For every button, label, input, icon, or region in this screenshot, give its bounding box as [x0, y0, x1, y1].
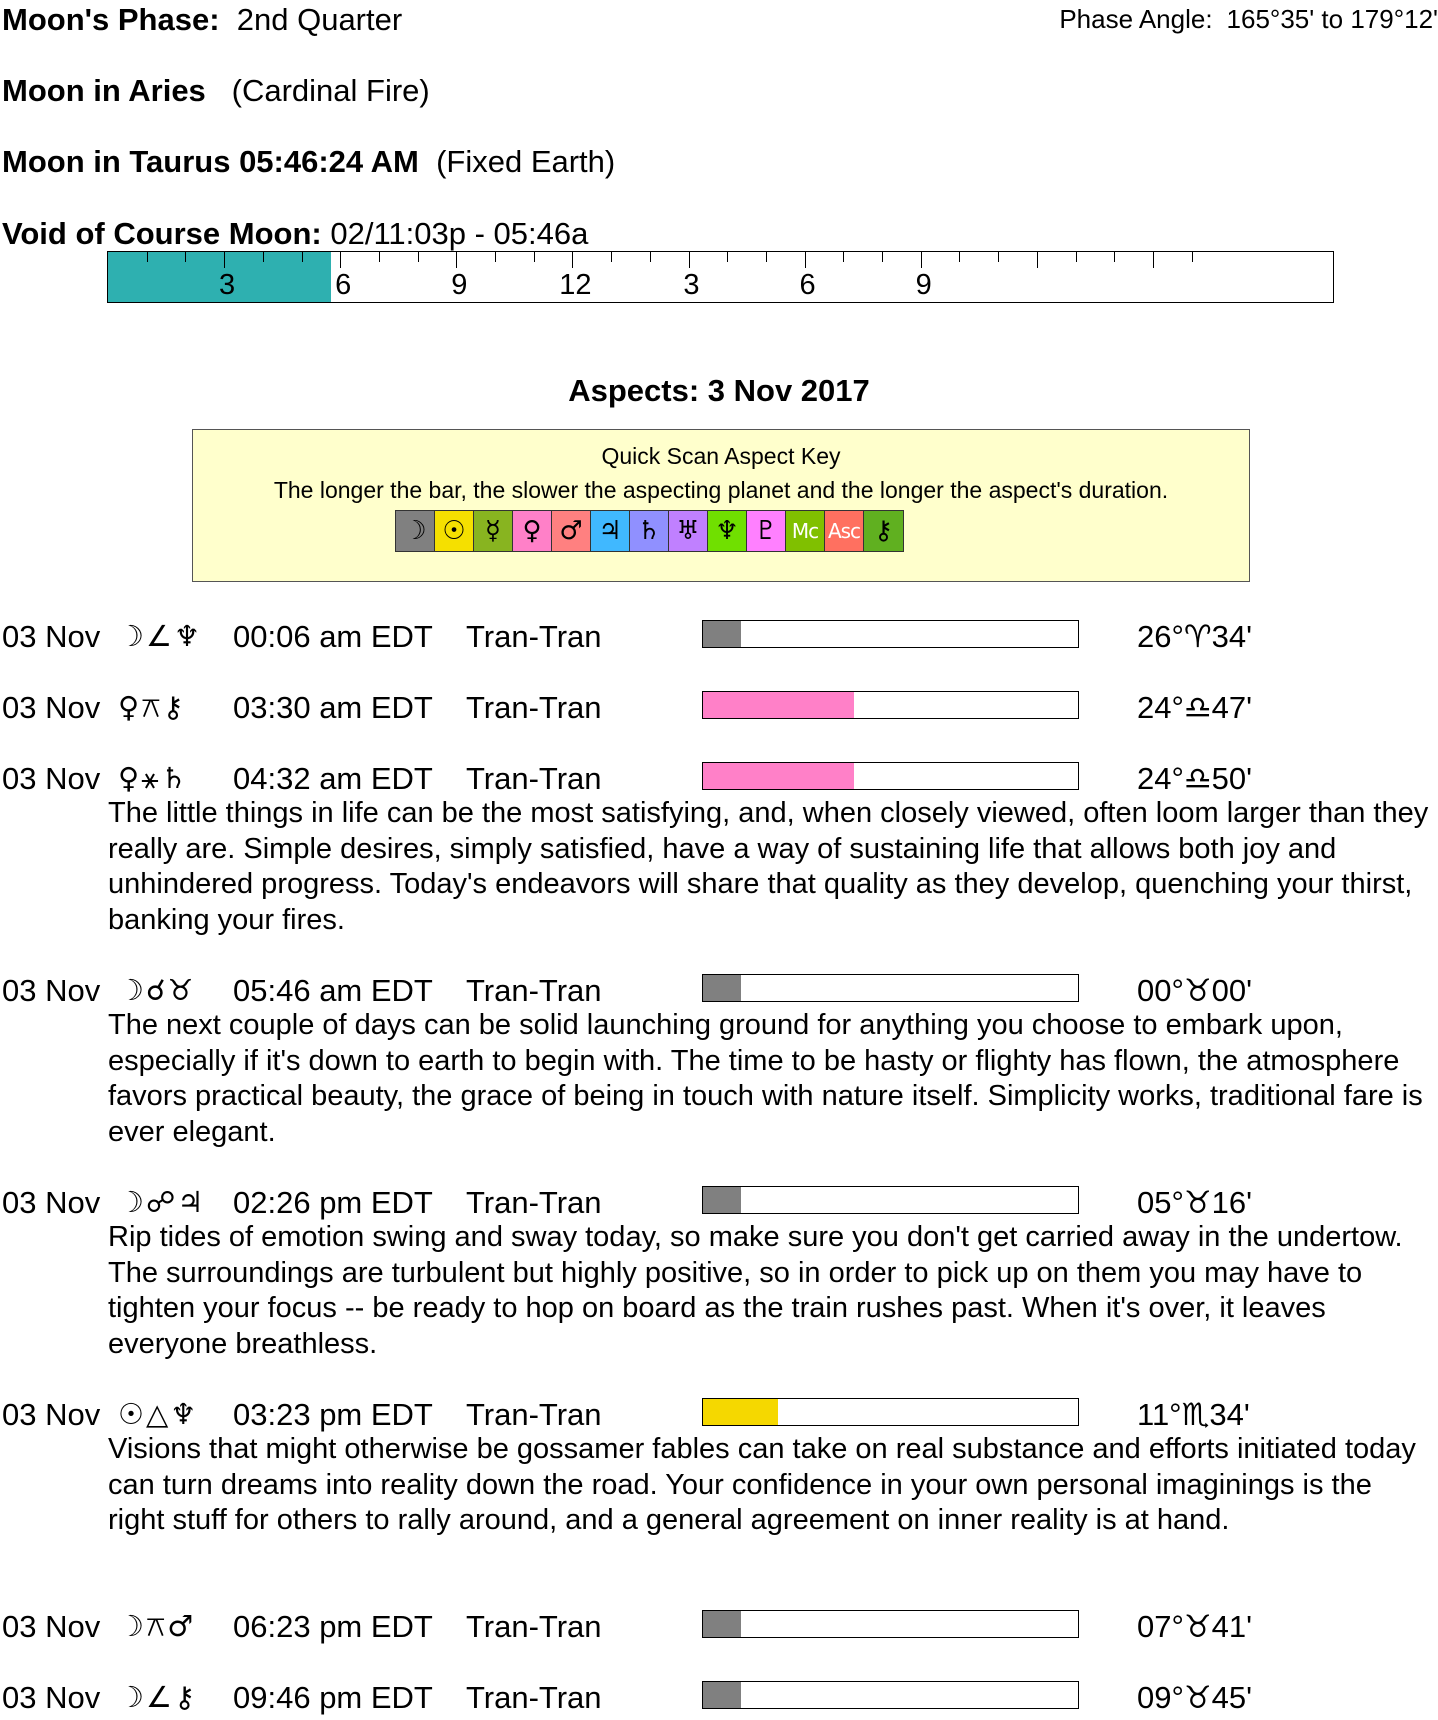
timeline-tick — [998, 252, 999, 262]
aspect-position: 24°♎50' — [1137, 761, 1253, 796]
aspect-time: 03:23 pm EDT — [233, 1397, 433, 1432]
phase-angle-label: Phase Angle: — [1059, 4, 1213, 34]
timeline-tick — [843, 252, 844, 262]
aspect-position: 05°♉16' — [1137, 1185, 1253, 1220]
moon-sign-2-value: (Fixed Earth) — [436, 144, 616, 179]
aspect-time: 05:46 am EDT — [233, 973, 433, 1008]
voc-label: Void of Course Moon: — [2, 216, 322, 251]
aspect-glyphs-icon: ♀⚹♄ — [118, 761, 189, 795]
aspect-position: 00°♉00' — [1137, 973, 1253, 1008]
timeline-hour-label: 9 — [915, 269, 932, 301]
timeline-hour-label: 6 — [335, 269, 352, 301]
aspect-kind: Tran-Tran — [466, 1397, 602, 1432]
aspect-time: 00:06 am EDT — [233, 619, 433, 654]
aspect-position: 07°♉41' — [1137, 1609, 1253, 1644]
aspect-duration-fill — [703, 975, 741, 1001]
aspect-row — [0, 761, 1438, 797]
aspect-interpretation: The next couple of days can be solid launching ground for anything you choose to embark upon, especially if it's down to earth to begin with. The time to be hasty or flighty has flown, the atmosphere favors practical beauty, the grace of being in touch with nature itself. Simplicity works, traditional fare is ever elegant. — [108, 1009, 1423, 1148]
timeline-hour-label: 9 — [451, 269, 468, 301]
timeline-tick — [340, 252, 341, 268]
timeline-tick — [418, 252, 419, 262]
aspect-glyphs-icon: ☽∠⚷ — [118, 1680, 198, 1714]
timeline-tick — [727, 252, 728, 262]
timeline-tick — [185, 252, 186, 262]
saturn-key-icon: ♄ — [630, 511, 669, 551]
aspect-date: 03 Nov — [2, 690, 101, 725]
timeline-tick — [456, 252, 457, 268]
timeline-tick — [805, 252, 806, 268]
aspect-duration-bar — [702, 1398, 1079, 1426]
key-color-row — [395, 510, 904, 552]
aspect-kind: Tran-Tran — [466, 1680, 602, 1715]
timeline-tick — [263, 252, 264, 262]
midheaven-key-icon: Mc — [786, 511, 825, 551]
aspect-date: 03 Nov — [2, 1680, 101, 1715]
timeline-hour-label: 3 — [683, 269, 700, 301]
aspect-position: 26°♈34' — [1137, 619, 1253, 654]
aspect-date: 03 Nov — [2, 619, 101, 654]
key-title: Quick Scan Aspect Key — [601, 443, 841, 469]
aspect-date: 03 Nov — [2, 1397, 101, 1432]
timeline-tick — [611, 252, 612, 262]
aspect-row — [0, 690, 1438, 726]
timeline-hour-label: 3 — [219, 269, 236, 301]
void-of-course-timeline — [107, 251, 1334, 303]
pluto-key-icon: ♇ — [747, 511, 786, 551]
aspect-time: 03:30 am EDT — [233, 690, 433, 725]
aspect-row — [0, 1185, 1438, 1221]
aspects-title: Aspects: 3 Nov 2017 — [568, 373, 870, 408]
aspect-duration-bar — [702, 620, 1079, 648]
aspect-row — [0, 619, 1438, 655]
aspect-kind: Tran-Tran — [466, 761, 602, 796]
timeline-tick — [572, 252, 573, 268]
key-description: The longer the bar, the slower the aspecting planet and the longer the aspect's duration. — [273, 477, 1169, 503]
phase-angle-value: 165°35' to 179°12' — [1226, 4, 1438, 34]
aspect-kind: Tran-Tran — [466, 1609, 602, 1644]
moon-sign-line-1 — [2, 73, 430, 109]
aspect-time: 09:46 pm EDT — [233, 1680, 433, 1715]
aspect-duration-fill — [703, 621, 741, 647]
quick-scan-key — [192, 429, 1250, 582]
aspect-interpretation: Visions that might otherwise be gossamer fables can take on real substance and efforts initiated today can turn dreams into reality down the road. Your confidence in your own personal imaginings is the right stuff for others to rally around, and a general agreement on inner reality is at hand. — [108, 1433, 1416, 1536]
aspect-position: 09°♉45' — [1137, 1680, 1253, 1715]
timeline-tick — [1192, 252, 1193, 262]
jupiter-key-icon: ♃ — [591, 511, 630, 551]
moon-phase-label: Moon's Phase: — [2, 2, 220, 37]
aspect-duration-bar — [702, 1610, 1079, 1638]
aspect-row — [0, 1397, 1438, 1433]
aspect-duration-fill — [703, 1399, 778, 1425]
aspect-duration-bar — [702, 762, 1079, 790]
timeline-hour-label: 6 — [799, 269, 816, 301]
timeline-tick — [147, 252, 148, 262]
timeline-tick — [1037, 252, 1038, 268]
timeline-tick — [1114, 252, 1115, 262]
aspect-date: 03 Nov — [2, 1609, 101, 1644]
chiron-key-icon: ⚷ — [864, 511, 903, 551]
ascendant-key-icon: Asc — [825, 511, 864, 551]
neptune-key-icon: ♆ — [708, 511, 747, 551]
aspect-duration-fill — [703, 1187, 741, 1213]
timeline-tick — [302, 252, 303, 262]
aspect-time: 06:23 pm EDT — [233, 1609, 433, 1644]
aspect-position: 11°♏34' — [1137, 1397, 1250, 1432]
aspect-row — [0, 1609, 1438, 1645]
aspect-glyphs-icon: ☽∠♆ — [118, 619, 202, 653]
timeline-tick — [224, 252, 225, 268]
timeline-tick — [689, 252, 690, 268]
aspect-glyphs-icon: ☉△♆ — [118, 1397, 199, 1431]
aspect-date: 03 Nov — [2, 1185, 101, 1220]
aspect-date: 03 Nov — [2, 761, 101, 796]
aspect-duration-bar — [702, 1681, 1079, 1709]
timeline-tick — [534, 252, 535, 262]
timeline-tick — [1153, 252, 1154, 268]
phase-angle — [1059, 4, 1438, 35]
timeline-hour-label: 12 — [559, 269, 592, 301]
void-of-course-line — [2, 216, 588, 252]
timeline-tick — [882, 252, 883, 262]
aspect-duration-fill — [703, 763, 854, 789]
moon-phase-line — [2, 2, 402, 38]
timeline-tick — [650, 252, 651, 262]
mercury-key-icon: ☿ — [474, 511, 513, 551]
timeline-tick — [379, 252, 380, 262]
moon-sign-1-value: (Cardinal Fire) — [231, 73, 430, 108]
moon-sign-2-label: Moon in Taurus 05:46:24 AM — [2, 144, 419, 179]
moon-phase-value: 2nd Quarter — [236, 2, 403, 37]
mars-key-icon: ♂ — [552, 511, 591, 551]
aspect-row — [0, 973, 1438, 1009]
aspect-kind: Tran-Tran — [466, 690, 602, 725]
uranus-key-icon: ♅ — [669, 511, 708, 551]
timeline-tick — [959, 252, 960, 262]
aspect-glyphs-icon: ☽⚻♂ — [118, 1609, 196, 1643]
aspect-interpretation: The little things in life can be the most satisfying, and, when closely viewed, often loom larger than they really are. Simple desires, simply satisfied, have a way of sustaining life that allows both joy and unhindered progress. Today's endeavors will share that quality as they develop, quenching your thirst, banking your fires. — [108, 797, 1429, 936]
moon-key-icon: ☽ — [396, 511, 435, 551]
moon-sign-line-2 — [2, 144, 615, 180]
timeline-tick — [495, 252, 496, 262]
timeline-tick — [921, 252, 922, 268]
timeline-tick — [766, 252, 767, 262]
aspect-glyphs-icon: ♀⚻⚷ — [118, 690, 186, 724]
aspect-duration-fill — [703, 1682, 741, 1708]
aspect-duration-fill — [703, 1611, 741, 1637]
aspect-glyphs-icon: ☽☌♉ — [118, 973, 196, 1007]
aspect-duration-bar — [702, 1186, 1079, 1214]
aspect-kind: Tran-Tran — [466, 973, 602, 1008]
aspect-duration-bar — [702, 691, 1079, 719]
voc-value: 02/11:03p - 05:46a — [330, 216, 589, 251]
aspect-row — [0, 1680, 1438, 1716]
moon-sign-1-label: Moon in Aries — [2, 73, 206, 108]
aspect-kind: Tran-Tran — [466, 619, 602, 654]
aspect-time: 04:32 am EDT — [233, 761, 433, 796]
sun-key-icon: ☉ — [435, 511, 474, 551]
aspect-position: 24°♎47' — [1137, 690, 1253, 725]
timeline-tick — [1076, 252, 1077, 262]
aspect-date: 03 Nov — [2, 973, 101, 1008]
venus-key-icon: ♀ — [513, 511, 552, 551]
aspect-glyphs-icon: ☽☍♃ — [118, 1185, 206, 1219]
aspect-duration-fill — [703, 692, 854, 718]
aspect-kind: Tran-Tran — [466, 1185, 602, 1220]
aspect-interpretation: Rip tides of emotion swing and sway today, so make sure you don't get carried away in the undertow. The surroundings are turbulent but highly positive, so in order to pick up on them you may have to tighten your focus -- be ready to hop on board as the train rushes past. When it's over, it leaves everyone breathless. — [108, 1221, 1403, 1360]
aspect-time: 02:26 pm EDT — [233, 1185, 433, 1220]
aspect-duration-bar — [702, 974, 1079, 1002]
